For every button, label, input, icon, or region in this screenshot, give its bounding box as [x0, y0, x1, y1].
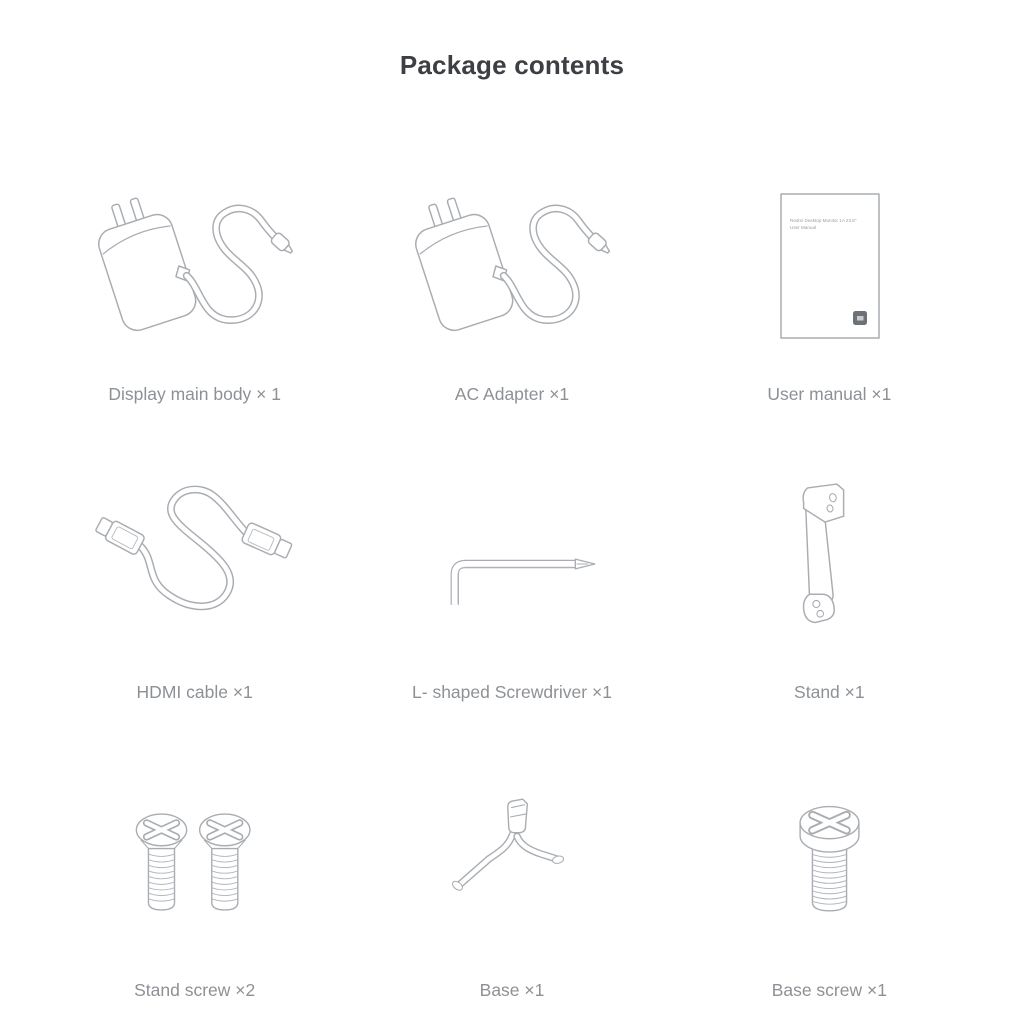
item-caption: User manual ×1 [767, 384, 892, 404]
ac-adapter-illustration [404, 183, 619, 349]
item-caption: AC Adapter ×1 [454, 384, 570, 404]
item-caption: Base screw ×1 [771, 980, 887, 1000]
contents-grid [36, 108, 988, 1002]
page-title: Package contents [399, 50, 625, 80]
base-illustration [409, 788, 614, 937]
stand-screw-1 [136, 814, 186, 910]
item-base-screw [671, 704, 988, 1002]
hdmi-cable-illustration [87, 476, 302, 652]
hdmi-plug-left [94, 515, 146, 556]
mi-logo-icon [853, 311, 867, 325]
item-caption: HDMI cable ×1 [136, 682, 253, 702]
manual-cover-title: Redmi Desktop Monitor 1A 23.8" [790, 218, 857, 223]
item-caption: L- shaped Screwdriver ×1 [412, 682, 612, 702]
base-screw-illustration [782, 798, 877, 926]
item-l-shaped-screwdriver [353, 406, 670, 704]
item-stand [671, 406, 988, 704]
item-base [353, 704, 670, 1002]
item-caption: Display main body × 1 [108, 384, 281, 404]
user-manual-illustration [769, 186, 889, 346]
item-ac-adapter [353, 108, 670, 406]
item-caption: Stand screw ×2 [134, 980, 256, 1000]
item-user-manual [671, 108, 988, 406]
ac-adapter-illustration [87, 183, 302, 349]
item-caption: Stand ×1 [794, 682, 865, 702]
stand-illustration [790, 481, 868, 647]
stand-screw-2 [199, 814, 249, 910]
manual-cover-subtitle: User Manual [790, 225, 817, 230]
item-display-main-body [36, 108, 353, 406]
item-stand-screw [36, 704, 353, 1002]
item-hdmi-cable [36, 406, 353, 704]
l-shaped-screwdriver-illustration [414, 484, 609, 644]
item-caption: Base ×1 [479, 980, 545, 1000]
hdmi-plug-right [241, 522, 293, 561]
stand-screws-illustration [125, 802, 265, 923]
